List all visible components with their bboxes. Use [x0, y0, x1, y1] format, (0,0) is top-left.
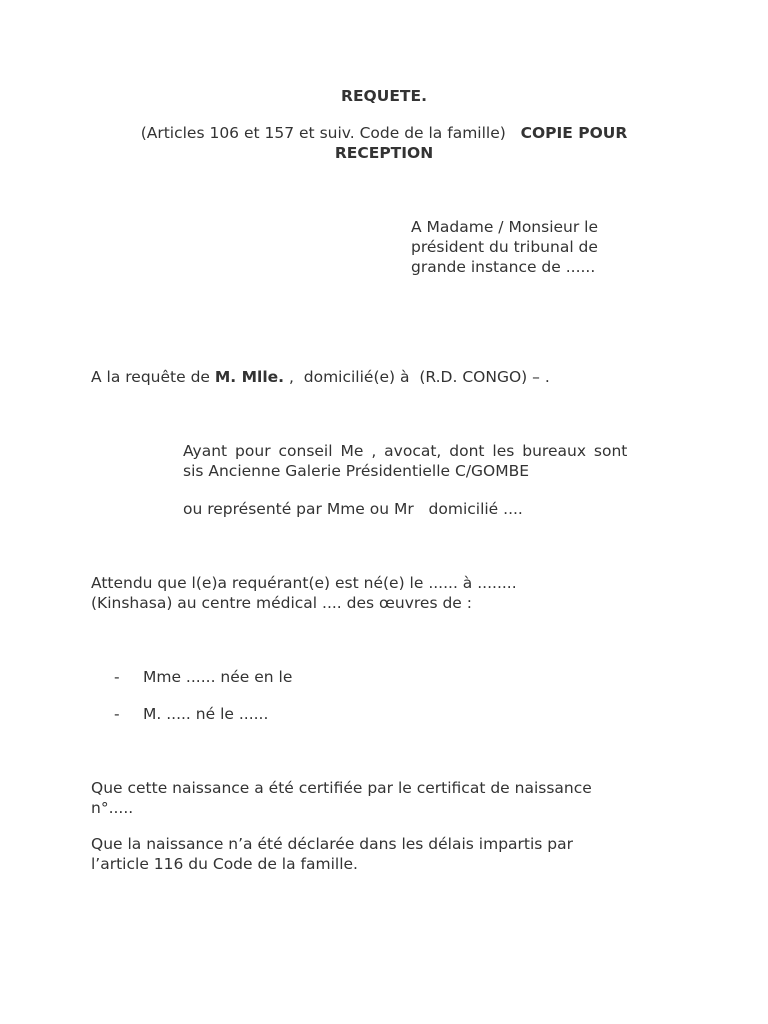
addressee-line: grande instance de ...... [411, 258, 596, 276]
request-prefix: A la requête de [91, 368, 215, 386]
certified-line: Que cette naissance a été certifiée par le certificat de naissance [91, 779, 592, 797]
bullet-dash: - [114, 668, 120, 686]
addressee-line: A Madame / Monsieur le [411, 218, 599, 236]
attendu-paragraph [91, 573, 676, 613]
requester-name: M. Mlle. [214, 368, 285, 386]
document-title: REQUETE. [341, 87, 427, 105]
represented-paragraph: ou représenté par Mme ou Mr domicilié .... [183, 500, 523, 518]
request-paragraph [91, 367, 691, 387]
subtitle-articles: (Articles 106 et 157 et suiv. Code de la famille) [140, 124, 506, 142]
attendu-line: Attendu que l(e)a requérant(e) est né(e) le ...... à ........ [91, 574, 517, 592]
counsel-paragraph [183, 441, 676, 481]
declared-paragraph [91, 834, 676, 874]
attendu-line: (Kinshasa) au centre médical .... des œuvres de : [91, 594, 472, 612]
parent-father: M. ..... né le ...... [143, 705, 269, 723]
document-subtitle [100, 123, 668, 163]
certified-paragraph [91, 778, 676, 818]
declared-line: l’article 116 du Code de la famille. [91, 855, 358, 873]
declared-line: Que la naissance n’a été déclarée dans les délais impartis par [91, 835, 573, 853]
request-suffix: , domicilié(e) à (R.D. CONGO) – . [284, 368, 550, 386]
list-item [114, 704, 614, 724]
addressee-block [411, 217, 651, 277]
parent-mother: Mme ...... née en le [143, 668, 293, 686]
subtitle-reception-label: RECEPTION [334, 144, 434, 162]
certified-line: n°..... [91, 799, 134, 817]
list-item [114, 667, 614, 687]
counsel-line: Ayant pour conseil Me , avocat, dont les bureaux sont [183, 442, 628, 460]
bullet-dash: - [114, 705, 120, 723]
addressee-line: président du tribunal de [411, 238, 598, 256]
counsel-line: sis Ancienne Galerie Présidentielle C/GOMBE [183, 462, 530, 480]
subtitle-copy-label: COPIE POUR [520, 124, 628, 142]
